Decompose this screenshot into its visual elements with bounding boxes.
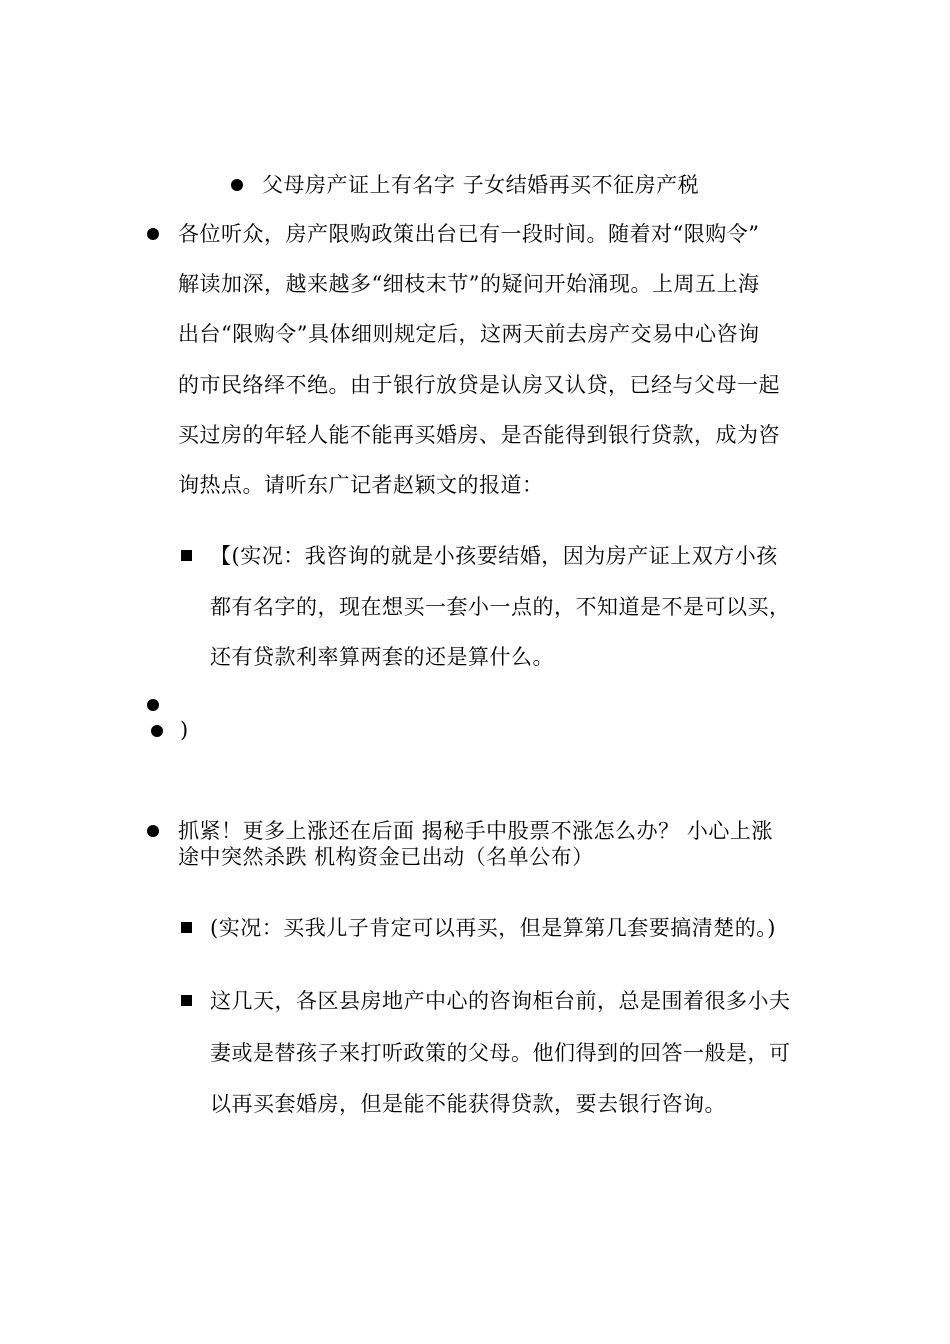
ad-line: 抓紧！更多上涨还在后面 揭秘手中股票不涨怎么办？ 小心上涨 <box>178 819 773 843</box>
para3-bullet <box>181 995 192 1006</box>
para3-line: 这几天，各区县房地产中心的咨询柜台前，总是围着很多小夫 <box>210 989 791 1013</box>
quote1-line: 还有贷款利率算两套的还是算什么。 <box>210 645 554 669</box>
ad-line: 途中突然杀跌 机构资金已出动（名单公布） <box>178 845 594 869</box>
intro-line: 的市民络绎不绝。由于银行放贷是认房又认贷，已经与父母一起 <box>178 373 780 397</box>
quote1-bullet <box>181 550 192 561</box>
paren-bullet <box>151 725 163 737</box>
intro-line: 询热点。请听东广记者赵颖文的报道： <box>178 473 544 497</box>
headline: 父母房产证上有名字 子女结婚再买不征房产税 <box>262 173 700 197</box>
quote1-line: 都有名字的，现在想买一套小一点的，不知道是不是可以买， <box>210 595 791 619</box>
empty-bullet <box>147 699 159 711</box>
ad-bullet <box>147 825 159 837</box>
paren-item: ) <box>180 718 189 742</box>
para3-line: 妻或是替孩子来打听政策的父母。他们得到的回答一般是，可 <box>210 1041 791 1065</box>
quote2-bullet <box>181 922 192 933</box>
intro-line: 买过房的年轻人能不能再买婚房、是否能得到银行贷款，成为咨 <box>178 423 780 447</box>
para3-line: 以再买套婚房，但是能不能获得贷款，要去银行咨询。 <box>210 1092 726 1116</box>
intro-line: 各位听众，房产限购政策出台已有一段时间。随着对“限购令” <box>178 222 760 246</box>
quote2-line: (实况：买我儿子肯定可以再买，但是算第几套要搞清楚的。) <box>210 916 776 940</box>
quote1-line: 【(实况：我咨询的就是小孩要结婚，因为房产证上双方小孩 <box>210 544 778 568</box>
intro-bullet <box>147 228 159 240</box>
intro-line: 出台“限购令”具体细则规定后，这两天前去房产交易中心咨询 <box>178 322 760 346</box>
intro-line: 解读加深，越来越多“细枝末节”的疑问开始涌现。上周五上海 <box>178 272 760 296</box>
headline-bullet <box>231 179 243 191</box>
